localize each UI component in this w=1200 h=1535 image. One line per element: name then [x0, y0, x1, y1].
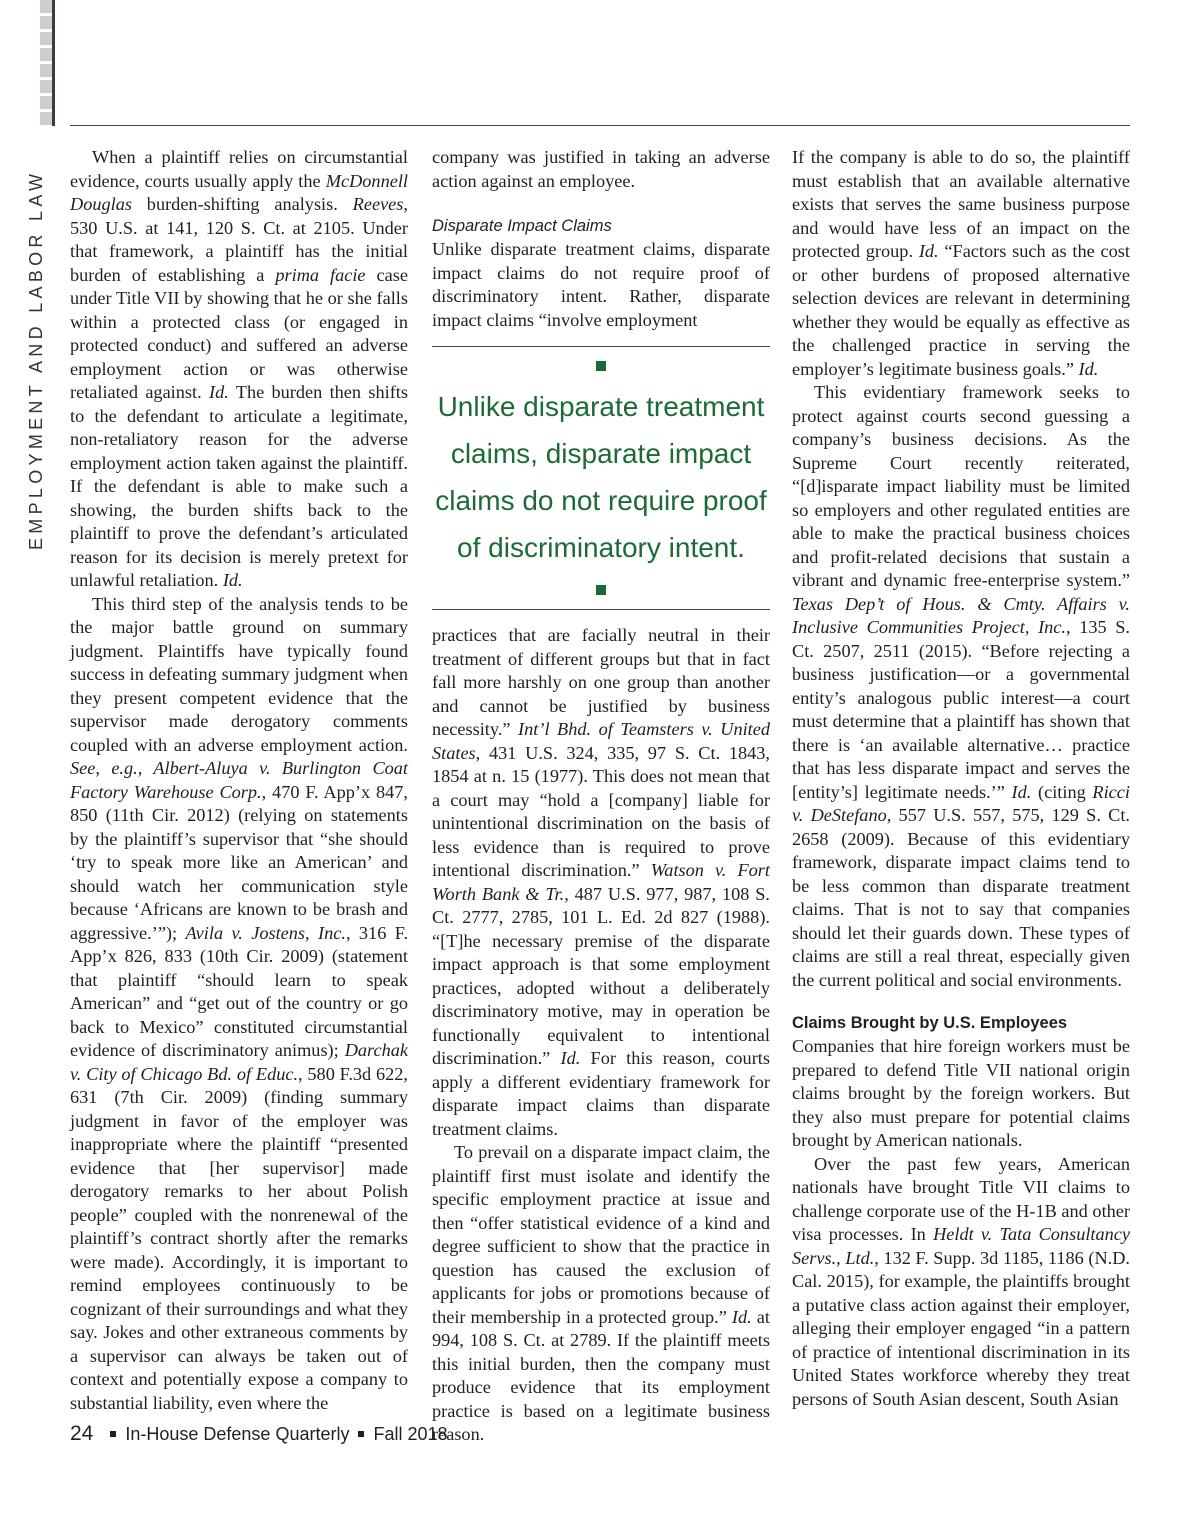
page-number: 24	[70, 1422, 94, 1445]
paragraph	[432, 238, 770, 332]
body-text: Companies that hire foreign workers must be prepared to defend Title VII national origin claims brought by the foreign workers. But they also must prepare for potential claims brought by American nationals.	[792, 1036, 1130, 1150]
citation-text: Id.	[560, 1048, 581, 1068]
page-footer	[70, 1422, 448, 1446]
body-text: case under Title VII by showing that he or she falls within a protected class (or engaged in protected conduct) and suffered an adverse employment action or was otherwise retaliated against.	[70, 264, 408, 402]
body-text: , 431 U.S. 324, 335, 97 S. Ct. 1843, 1854 at n. 15 (1977). This does not mean that a court may “hold a [company] liable for unintentional discrimination on the basis of less evidence than is required to prove intentional discrimination.”	[432, 742, 770, 880]
body-text: , 530 U.S. at 141, 120 S. Ct. at 2105. Under that framework, a plaintiff has the initial burden of establishing a	[70, 194, 408, 285]
body-text: company was justified in taking an adverse action against an employee.	[432, 147, 770, 191]
body-text: “Factors such as the cost or other burdens of proposed alternative selection devices are relevant in determining whether they would be equally as effective as the challenged practice in serving the employer’s legitimate business goals.”	[792, 241, 1130, 379]
citation-text: Id.	[208, 382, 229, 402]
body-text: Unlike disparate treatment claims, disparate impact claims do not require proof of discriminatory intent. Rather, disparate impact claims “involve employment	[432, 239, 770, 330]
paragraph	[792, 1153, 1130, 1412]
citation-text: Texas Dep’t of Hous. & Cmty. Affairs v. Inclusive Communities Project, Inc.	[792, 593, 1130, 637]
body-text: For this reason, courts apply a different evidentiary framework for disparate impact claims than disparate treatment claims.	[432, 1048, 770, 1139]
body-text: , 316 F. App’x 826, 833 (10th Cir. 2009) (statement that plaintiff “should learn to speak American” and “get out of the country or go back to Mexico” constituted circumstantial evidence of discriminatory animus);	[70, 922, 409, 1060]
paragraph	[792, 1035, 1130, 1153]
citation-text: Id.	[1078, 358, 1099, 379]
issue-label: Fall 2018	[373, 1423, 448, 1444]
citation-text: Id.	[918, 241, 939, 261]
column-2	[432, 146, 770, 1447]
body-text: This evidentiary framework seeks to protect against courts second guessing a company’s business decisions. As the Supreme Court recently reiterated, “[d]isparate impact liability must be limited so employers and other regulated entities are able to make the practical business choices and profit-related decisions that sustain a vibrant and dynamic free-enterprise system.”	[792, 382, 1130, 590]
body-text: , 135 S. Ct. 2507, 2511 (2015). “Before rejecting a business justification—or a governmental entity’s analogous public interest—a court must determine that a plaintiff has shown that there is ‘an available alternative… practice that has less disparate impact and serves the [entity’s] legitimate needs.’”	[792, 617, 1131, 802]
body-text: This third step of the analysis tends to be the major battle ground on summary judgment. Plaintiffs have typically found success in defeating summary judgment when they present competent evidence that the supervisor made derogatory comments coupled with an adverse employment action.	[70, 593, 408, 755]
body-text: The burden then shifts to the defendant to articulate a legitimate, non-retaliatory reason for the adverse employment action taken against the plaintiff. If the defendant is able to make such a showing, the burden shifts back to the plaintiff to prove the defendant’s articulated reason for its decision is merely pretext for unlawful retaliation.	[70, 382, 408, 590]
body-text: , 580 F.3d 622, 631 (7th Cir. 2009) (finding summary judgment in favor of the employer was inappropriate where the plaintiff “presented evidence that [her supervisor] made derogatory remarks to her about Polish people” coupled with the nonrenewal of the plaintiff’s contract shortly after the remarks were made). Accordingly, it is important to remind employees continuously to be cognizant of their surroundings and what they say. Jokes and other extraneous comments by a supervisor can always be taken out of context and potentially expose a company to substantial liability, even where the	[70, 1063, 408, 1413]
square-bullet-icon	[596, 585, 606, 595]
citation-text: prima facie	[275, 264, 366, 285]
body-text: If the company is able to do so, the plaintiff must establish that an available alternative exists that serves the same business purpose and would have less of an impact on the protected group.	[792, 147, 1130, 261]
body-text: , 557 U.S. 557, 575, 129 S. Ct. 2658 (2009). Because of this evidentiary framework, disparate impact claims tend to be less common than disparate treatment claims. That is not to say that companies should let their guards down. These types of claims are still a real threat, especially given the current political and social environments.	[792, 805, 1130, 990]
top-rule	[70, 125, 1130, 126]
publication-name: In-House Defense Quarterly	[125, 1423, 350, 1444]
column-3	[792, 146, 1130, 1411]
gutter-rule	[52, 0, 55, 126]
citation-text: Darchak v. City of Chicago Bd. of Educ.	[70, 1040, 408, 1084]
paragraph	[792, 381, 1130, 992]
body-text: , 470 F. App’x 847, 850 (11th Cir. 2012) (relying on statements by the plaintiff’s supervisor that “she should ‘try to speak more like an American’ and should watch her communication style because ‘Africans are known to be brash and aggressive.’”);	[70, 781, 408, 943]
citation-text: Id.	[222, 570, 243, 590]
pull-quote	[432, 346, 770, 610]
section-side-label: EMPLOYMENT AND LABOR LAW	[26, 169, 46, 550]
body-text: , 487 U.S. 977, 987, 108 S. Ct. 2777, 2785, 101 L. Ed. 2d 827 (1988). “[T]he necessary premise of the disparate impact approach is that some employment practices, adopted without a deliberately discriminatory motive, may in operation be functionally equivalent to intentional discrimination.”	[432, 883, 770, 1068]
pull-quote-text: Unlike disparate treatment claims, disparate impact claims do not require proof of discriminatory intent.	[435, 391, 767, 563]
body-text: burden-shifting analysis.	[131, 194, 353, 214]
paragraph	[792, 146, 1130, 381]
body-text: When a plaintiff relies on circumstantial evidence, courts usually apply the	[70, 147, 408, 191]
bullet-icon	[110, 1431, 116, 1437]
citation-text: McDonnell Douglas	[70, 170, 408, 214]
citation-text: See, e.g., Albert-Aluya v. Burlington Coat Factory Warehouse Corp.	[70, 758, 408, 802]
citation-text: Watson v. Fort Worth Bank & Tr.	[432, 860, 771, 904]
citation-text: Heldt v. Tata Consultancy Servs., Ltd.	[792, 1224, 1131, 1268]
paragraph	[432, 1141, 770, 1447]
citation-text: Id.	[731, 1306, 752, 1327]
paragraph	[70, 146, 408, 593]
paragraph	[432, 146, 770, 193]
citation-text: Reeves	[352, 194, 404, 214]
subheading-disparate-impact: Disparate Impact Claims	[432, 217, 612, 235]
citation-text: Int’l Bhd. of Teamsters v. United States	[432, 719, 770, 763]
paragraph	[70, 593, 408, 1416]
paragraph	[432, 624, 770, 1141]
square-bullet-icon	[596, 361, 606, 371]
bullet-icon	[358, 1431, 364, 1437]
citation-text: Avila v. Jostens, Inc.	[185, 922, 346, 943]
subheading-us-employees: Claims Brought by U.S. Employees	[792, 1014, 1068, 1032]
citation-text: Ricci v. DeStefano	[792, 781, 1130, 825]
body-text: at 994, 108 S. Ct. at 2789. If the plaintiff meets this initial burden, then the company must produce evidence that its employment practice is based on a legitimate business reason.	[432, 1306, 770, 1444]
body-text: Over the past few years, American nationals have brought Title VII claims to challenge corporate use of the H-1B and other visa processes. In	[792, 1153, 1130, 1244]
body-text: , 132 F. Supp. 3d 1185, 1186 (N.D. Cal. 2015), for example, the plaintiffs brought a putative class action against their employer, alleging their employer engaged “in a pattern of practice of intentional discrimination in its United States workforce whereby they treat persons of South Asian descent, South Asian	[792, 1247, 1131, 1409]
citation-text: Id.	[1011, 781, 1032, 802]
column-1	[70, 146, 408, 1415]
body-text: To prevail on a disparate impact claim, the plaintiff first must isolate and identify the specific employment practice at issue and then “offer statistical evidence of a kind and degree sufficient to show that the practice in question has caused the exclusion of applicants for jobs or promotions because of their membership in a protected group.”	[432, 1142, 770, 1327]
body-text: practices that are facially neutral in their treatment of different groups but that in fact fall more harshly on one group than another and cannot be justified by business necessity.”	[432, 625, 770, 739]
body-text: (citing	[1031, 781, 1093, 802]
